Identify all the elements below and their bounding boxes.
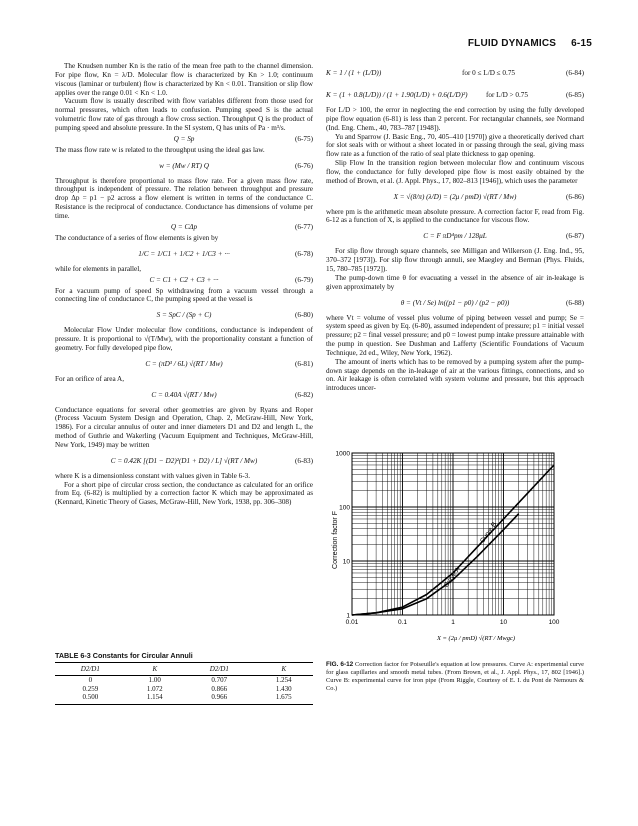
paragraph: Yu and Sparrow (J. Basic Eng., 70, 405–410 [1970]) give a theoretically derived chart for slot seals with or without a sheet located in or passing through the seal, giving mass flow rate as a function of the ratio of seal plate thickness to gap opening. bbox=[326, 132, 584, 159]
equation-6-83: C = 0.42K [(D1 − D2)²(D1 + D2) / L] √(RT / Mw) (6-83) bbox=[110, 456, 313, 465]
table-cell: 0.500 bbox=[55, 693, 126, 704]
column-header: K bbox=[255, 663, 313, 676]
table-row bbox=[55, 676, 313, 685]
equation-6-75: Q = Sp (6-75) bbox=[173, 134, 313, 143]
paragraph: For a vacuum pump of speed Sp withdrawing from a vacuum vessel through a connecting line of conductance C, the pumping speed at the vessel is bbox=[55, 286, 313, 304]
equation-6-78: 1/C = 1/C1 + 1/C2 + 1/C3 + ··· (6-78) bbox=[138, 249, 313, 258]
equation-6-85: K = (1 + 0.8(L/D)) / (1 + 1.90(L/D) + 0.6(L/D)²) for L/D > 0.75 (6-85) bbox=[326, 91, 584, 99]
x-tick-label: 100 bbox=[548, 619, 560, 626]
paragraph: while for elements in parallel, bbox=[55, 264, 142, 273]
paragraph: Slip Flow In the transition region between molecular flow and continuum viscous flow, the conductance for fully developed pipe flow is most easily obtained by the method of Brown, et al. (J. Appl. Phys., 17, 802–813 [1946]), which uses the parameter bbox=[326, 159, 584, 185]
figure-6-12-chart bbox=[326, 445, 584, 645]
equation-6-76: w = (Mw / RT) Q (6-76) bbox=[159, 161, 313, 170]
paragraph: For a short pipe of circular cross section, the conductance as calculated for an orifice from Eq. (6-82) is multiplied by a correction factor K which may be approximated as (Kennard, Kinetic Theory of Gases, McGraw-Hill, New York, 1938, pp. 306–308) bbox=[55, 480, 313, 507]
table-caption: TABLE 6-3 Constants for Circular Annuli bbox=[55, 651, 193, 660]
paragraph: For L/D > 100, the error in neglecting the end correction by using the fully developed pipe flow equation (6-81) is less than 2 percent. For rectangular channels, see Normand (Ind. Eng. Chem., 40, 783–787 [1948]). bbox=[326, 106, 584, 132]
x-tick-label: 0.1 bbox=[397, 619, 408, 626]
y-tick-label: 1000 bbox=[335, 450, 350, 458]
table-cell: 1.154 bbox=[126, 693, 184, 704]
series-label: Curve A bbox=[442, 565, 462, 589]
equation-6-84: K = 1 / (1 + (L/D)) for 0 ≤ L/D ≤ 0.75 (6-84) bbox=[326, 69, 584, 77]
x-tick-label: 10 bbox=[499, 619, 508, 626]
section-title: FLUID DYNAMICS bbox=[467, 38, 557, 49]
table-cell: 1.00 bbox=[148, 676, 161, 684]
paragraph: For slip flow through square channels, see Milligan and Wilkerson (J. Eng. Ind., 95, 370–372 [1973]). For slip flow through annuli, see Maegley and Berman (Phys. Fluids, 15, 780–785 [1972]). bbox=[326, 247, 584, 273]
y-tick-label: 1 bbox=[346, 612, 350, 620]
table-cell: 1.430 bbox=[275, 684, 292, 693]
paragraph: The mass flow rate w is related to the throughput using the ideal gas law. bbox=[55, 145, 265, 154]
x-tick-label: 0.01 bbox=[345, 619, 359, 626]
equation-6-82: C = 0.40A √(RT / Mw) (6-82) bbox=[151, 390, 313, 399]
table-cell: 1.254 bbox=[275, 676, 292, 684]
paragraph: where Vt = volume of vessel plus volume of piping between vessel and pump; Se = system speed as given by Eq. (6-80), assumed independent of pressure; p1 = initial vessel pressure; p2 = final vessel pressure; and p0 = lowest pump intake pressure attainable with the pump in question. See Dushman and Lafferty (Scientific Foundations of Vacuum Technique, 2d ed., Wiley, New York, 1962). bbox=[326, 313, 585, 357]
paragraph: Throughput is therefore proportional to mass flow rate. For a given mass flow rate, throughput is independent of pressure. The relation between throughput and pressure drop Δp = p1 − p2 across a flow element is written in terms of the conductance C. Resistance is the reciprocal of conductance. Conductance has dimensions of volume per time. bbox=[55, 176, 313, 220]
y-tick-label: 10 bbox=[342, 558, 350, 566]
running-header bbox=[468, 38, 592, 49]
equation-6-87: C = F πD⁴pm / 128μL (6-87) bbox=[423, 232, 584, 241]
figure-caption-text: Correction factor for Poiseuille's equation at low pressures. Curve A: experimental curve for glass capillaries and smooth metal tubes. (From Brown, et al., J. Appl. Phys., 17, 802 [1946].) Curve B: experimental curve for iron pipe (From Riggle, Courtesy of E. I. du Pont de Nemours & Co.) bbox=[326, 661, 584, 692]
paragraph: Conductance equations for several other geometries are given by Ryans and Roper (Process Vacuum System Design and Operation, Chap. 2, McGraw-Hill, New York, 1986). For a circular annulus of outer and inner diameters D1 and D2 and length L, the method of Guthrie and Wakerling (Vacuum Equipment and Techniques, McGraw-Hill, New York, 1949) may be written bbox=[55, 405, 313, 449]
chart-ticks bbox=[336, 451, 560, 627]
y-tick-label: 100 bbox=[339, 504, 350, 512]
table-cell: 1.072 bbox=[146, 684, 163, 693]
equation-6-81: C = (πD³ / 6L) √(RT / Mw) (6-81) bbox=[145, 359, 313, 368]
column-header: D2/D1 bbox=[184, 663, 255, 676]
paragraph: Vacuum flow is usually described with flow variables different from those used for normal pressures, which often leads to confusion. Pumping speed S is the actual volumetric flow rate of gas through a flow cross section. Throughput Q is the product of pumping speed and absolute pressure. In the SI system, Q has units of Pa · m³/s. bbox=[55, 97, 313, 132]
table-row bbox=[55, 693, 313, 704]
equation-6-88: θ = (Vt / Se) ln((p1 − p0) / (p2 − p0)) (6-88) bbox=[400, 298, 584, 307]
paragraph: The conductance of a series of flow elements is given by bbox=[55, 233, 219, 242]
table-cell: 0.259 bbox=[82, 684, 99, 693]
figure-caption bbox=[326, 661, 584, 693]
series-label: Curve B bbox=[478, 521, 499, 545]
chart-grid bbox=[352, 453, 554, 615]
paragraph: where K is a dimensionless constant with values given in Table 6-3. bbox=[55, 471, 250, 480]
paragraph: Molecular Flow Under molecular flow conditions, conductance is independent of pressure. It is proportional to √(T/Mw), with the proportionality constant a function of geometry. For fully developed pipe flow, bbox=[55, 326, 313, 352]
column-header: K bbox=[126, 663, 184, 676]
equation-6-77: Q = CΔp (6-77) bbox=[170, 222, 313, 231]
table-cell: 0.966 bbox=[184, 693, 255, 704]
paragraph: The pump-down time θ for evacuating a vessel in the absence of air in-leakage is given approximately by bbox=[326, 273, 584, 291]
table-cell: 0.707 bbox=[211, 676, 228, 684]
equation-6-80: S = SpC / (Sp + C) (6-80) bbox=[156, 311, 313, 320]
column-header: D2/D1 bbox=[55, 663, 126, 676]
left-column bbox=[55, 62, 313, 507]
equation-6-86: X = √(8/π) (λ/D) = (2μ / pmD) √(RT / Mw) (6-86) bbox=[393, 192, 584, 201]
paragraph: The Knudsen number Kn is the ratio of the mean free path to the channel dimension. For pipe flow, Kn = λ/D. Molecular flow is characterized by Kn > 1.0; continuum viscous (laminar or turbulent) flow is characterized by Kn < 0.01. Transition or slip flow applies over the range 0.01 < Kn < 1.0. bbox=[55, 62, 313, 97]
table-cell: 1.675 bbox=[255, 693, 313, 704]
paragraph: where pm is the arithmetic mean absolute pressure. A correction factor F, read from Fig. 6-12 as a function of X, is applied to the conductance for viscous flow. bbox=[326, 207, 584, 225]
figure-label: FIG. 6-12 bbox=[326, 661, 354, 668]
right-column bbox=[326, 62, 584, 393]
x-tick-label: 1 bbox=[451, 619, 455, 626]
equation-6-79: C = C1 + C2 + C3 + ··· (6-79) bbox=[149, 275, 313, 284]
x-axis-label: X = (2μ / pmD) √(RT / Mwgc) bbox=[436, 635, 516, 642]
page-number: 6-15 bbox=[571, 38, 592, 49]
table-6-3 bbox=[55, 651, 313, 705]
table-cell: 0.866 bbox=[211, 684, 228, 693]
y-axis-label: Correction factor F bbox=[332, 511, 339, 569]
table-cell: 0 bbox=[88, 676, 93, 684]
paragraph: The amount of inerts which has to be removed by a pumping system after the pump-down stage depends on the in-leakage of air at the various fittings, connections, and so on. Air leakage is often correlated with system volume and pressure, but this approach introduces uncer- bbox=[326, 357, 584, 393]
data-table bbox=[55, 662, 313, 705]
paragraph: For an orifice of area A, bbox=[55, 374, 125, 383]
table-row bbox=[55, 685, 313, 694]
